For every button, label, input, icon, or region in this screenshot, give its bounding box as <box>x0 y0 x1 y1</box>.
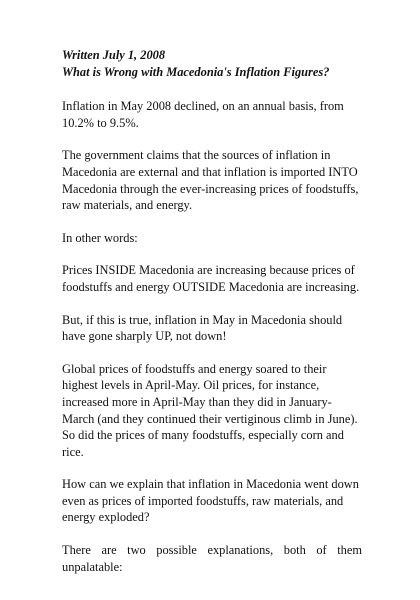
paragraph-should-have-gone-up: But, if this is true, inflation in May in Macedonia should have gone sharply UP, not down! <box>62 312 343 344</box>
article-title: What is Wrong with Macedonia's Inflation Figures? <box>62 64 330 79</box>
paragraph-government-claim: The government claims that the sources of inflation in Macedonia are external and that inflation is imported INTO Macedonia through the ever-increasing prices of foodstuffs, raw materials, and energy. <box>62 148 359 213</box>
paragraph-global-prices: Global prices of foodstuffs and energy soared to their highest levels in April-May. Oil prices, for instance, increased more in April-May than they did in January-March (and they continued their vertiginous climb in June). So did the prices of many foodstuffs, especially corn and rice. <box>62 361 358 459</box>
paragraph-two-explanations: There are two possible explanations, both of them unpalatable: <box>62 543 362 574</box>
date-line: Written July 1, 2008 <box>62 48 166 62</box>
paragraph-prices-inside: Prices INSIDE Macedonia are increasing because prices of foodstuffs and energy OUTSIDE Macedonia are increasing. <box>62 263 360 294</box>
paragraph-how-can-we-explain: How can we explain that inflation in Macedonia went down even as prices of imported foodstuffs, raw materials, and energy exploded? <box>62 477 359 525</box>
paragraph-inflation-figures: Inflation in May 2008 declined, on an annual basis, from 10.2% to 9.5%. <box>62 99 344 130</box>
document-page <box>62 47 362 591</box>
paragraph-in-other-words: In other words: <box>62 230 138 245</box>
